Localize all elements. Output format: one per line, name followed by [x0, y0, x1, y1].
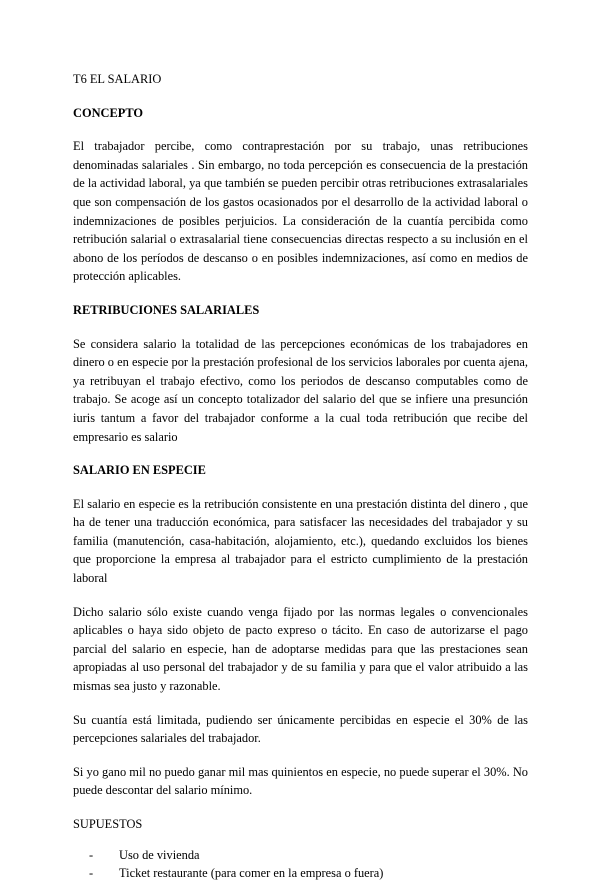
concepto-paragraph: El trabajador percibe, como contraprestación por su trabajo, unas retribuciones denominadas salariales . Sin embargo, no toda percepción es consecuencia de la prestación de la actividad laboral, ya que también se pueden percibir otras retribuciones extrasalariales que son compensación de los gastos ocasionados por el desarrollo de la actividad laboral o indemnizaciones de posibles perjuicios. La consideración de la cuantía percibida como retribución salarial o extrasalarial tiene consecuencias directas respecto a su inclusión en el abono de los períodos de descanso o en posibles indemnizaciones, así como en medios de protección aplicables.: [73, 139, 528, 284]
section-heading-concepto: CONCEPTO: [73, 105, 143, 120]
list-item-text: Uso de vivienda: [119, 847, 200, 862]
document-page: [73, 70, 528, 883]
section-heading-retribuciones-salariales: RETRIBUCIONES SALARIALES: [73, 302, 260, 317]
section-heading-salario-en-especie: SALARIO EN ESPECIE: [73, 463, 206, 478]
supuestos-label: SUPUESTOS: [73, 817, 143, 831]
especie-paragraph-2: Dicho salario sólo existe cuando venga fijado por las normas legales o convencionales aplicables o haya sido objeto de pacto expreso o tácito. En caso de autorizarse el pago parcial del salario en especie, han de adoptarse medidas para que las prestaciones sean apropiadas al uso personal del trabajador y de su familia y para que el valor atribuido a las mismas sea justo y razonable.: [73, 604, 528, 694]
especie-paragraph-1: El salario en especie es la retribución consistente en una prestación distinta del dinero , que ha de tener una traducción económica, para satisfacer las necesidades del trabajador y su familia (manutención, casa-habitación, alojamiento, etc.), quedando excluidos los bienes que proporcione la empresa al trabajador para el estricto cumplimiento de la prestación laboral: [73, 496, 528, 586]
retribuciones-paragraph: Se considera salario la totalidad de las percepciones económicas de los trabajadores en dinero o en especie por la prestación profesional de los servicios laborales por cuenta ajena, ya retribuyan el trabajo efectivo, como los periodos de descanso computables como de trabajo. Se acoge así un concepto totalizador del salario del que se infiere una presunción iuris tantum a favor del trabajador conforme a la cual toda retribución que recibe del empresario es salario: [73, 336, 528, 444]
list-item: [89, 864, 528, 883]
list-item-text: Ticket restaurante (para comer en la empresa o fuera): [119, 866, 384, 881]
especie-paragraph-4: Si yo gano mil no puedo ganar mil mas quinientos en especie, no puede superar el 30%. No puede descontar del salario mínimo.: [73, 764, 528, 798]
bullet-dash: -: [89, 866, 94, 881]
list-item: [89, 846, 528, 865]
bullet-dash: -: [89, 847, 94, 862]
document-title: T6 EL SALARIO: [73, 72, 162, 86]
supuestos-list: [73, 846, 528, 883]
especie-paragraph-3: Su cuantía está limitada, pudiendo ser únicamente percibidas en especie el 30% de las percepciones salariales del trabajador.: [73, 712, 528, 746]
